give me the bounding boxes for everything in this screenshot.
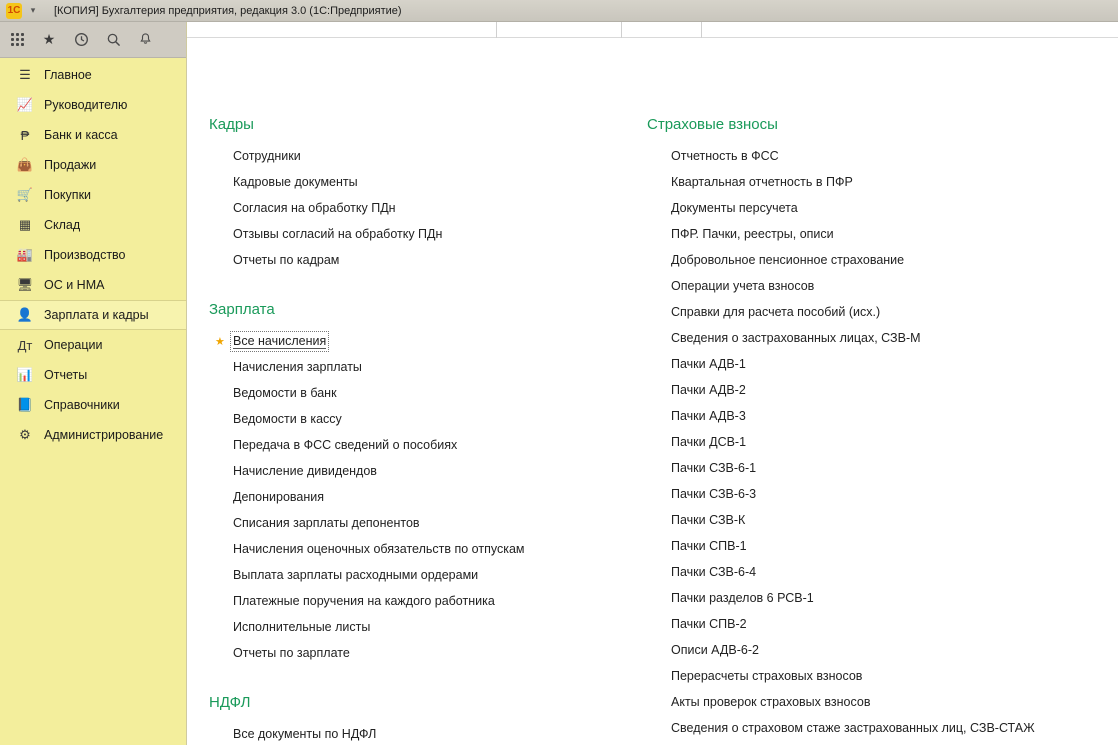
nav-link[interactable] <box>209 328 607 354</box>
left-column <box>187 116 627 745</box>
sidebar-item-4[interactable] <box>0 180 186 210</box>
section-title: Зарплата <box>209 301 275 318</box>
app-body <box>0 22 1118 745</box>
section-link-list <box>647 143 1067 741</box>
sidebar-item-5[interactable] <box>0 210 186 240</box>
nav-link-label: Отзывы согласий на обработку ПДн <box>233 226 443 241</box>
nav-link[interactable] <box>209 721 607 745</box>
sidebar-item-label: Администрирование <box>44 428 164 442</box>
sidebar-item-label: Справочники <box>44 398 120 412</box>
nav-link[interactable] <box>647 169 1067 195</box>
nav-link[interactable] <box>647 637 1067 663</box>
nav-link-label: Сведения о застрахованных лицах, СЗВ-М <box>671 330 921 345</box>
nav-link-label: Пачки АДВ-2 <box>671 382 746 397</box>
nav-link[interactable] <box>647 663 1067 689</box>
tab-slot-1[interactable] <box>187 22 497 38</box>
tab-slot-2[interactable] <box>497 22 622 38</box>
nav-link[interactable] <box>209 458 607 484</box>
assets-icon: 🖥 <box>16 277 34 292</box>
nav-link[interactable] <box>209 406 607 432</box>
sidebar-item-label: Главное <box>44 68 92 82</box>
sidebar-item-label: Склад <box>44 218 81 232</box>
nav-link[interactable] <box>209 484 607 510</box>
nav-link-label: Добровольное пенсионное страхование <box>671 252 905 267</box>
nav-link-label: Отчеты по зарплате <box>233 645 350 660</box>
gear-icon: ⚙ <box>19 427 31 442</box>
nav-dropdown-icon[interactable]: ▾ <box>30 5 36 15</box>
nav-link-label: Пачки ДСВ-1 <box>671 434 747 449</box>
bag-icon: 👜 <box>16 157 34 172</box>
nav-link-label: Начисление дивидендов <box>233 463 377 478</box>
section-link-list <box>209 721 607 745</box>
sidebar-item-label: Руководителю <box>44 98 128 112</box>
nav-link[interactable] <box>647 351 1067 377</box>
coin-icon: ₱ <box>20 127 30 143</box>
tab-slot-3[interactable] <box>622 22 702 38</box>
nav-link[interactable] <box>647 221 1067 247</box>
sidebar-item-label: ОС и НМА <box>44 278 105 292</box>
nav-link-label: Кадровые документы <box>233 174 358 189</box>
nav-link[interactable] <box>647 403 1067 429</box>
nav-link[interactable] <box>209 510 607 536</box>
apps-grid-icon[interactable] <box>6 29 28 51</box>
sidebar-item-3[interactable] <box>0 150 186 180</box>
nav-link[interactable] <box>647 273 1067 299</box>
sidebar-toolbar <box>0 22 186 58</box>
favorites-star-icon[interactable]: ★ <box>42 31 56 47</box>
favorite-star-icon[interactable]: ★ <box>215 335 225 348</box>
nav-link-label: Ведомости в банк <box>233 385 337 400</box>
sidebar-item-7[interactable] <box>0 270 186 300</box>
nav-link[interactable] <box>209 536 607 562</box>
nav-link[interactable] <box>209 380 607 406</box>
sidebar <box>0 22 187 745</box>
nav-link[interactable] <box>647 143 1067 169</box>
nav-link-label: Пачки СЗВ-6-4 <box>671 564 757 579</box>
sidebar-nav <box>0 58 186 450</box>
nav-link[interactable] <box>647 715 1067 741</box>
sections-columns <box>187 38 1118 745</box>
cart-icon: 🛒 <box>16 187 34 202</box>
nav-link[interactable] <box>209 221 607 247</box>
title-bar <box>0 0 1118 22</box>
sidebar-item-label: Банк и касса <box>44 128 118 142</box>
nav-link-label: Передача в ФСС сведений о пособиях <box>233 437 458 452</box>
nav-link[interactable] <box>647 455 1067 481</box>
nav-link-label: Пачки АДВ-1 <box>671 356 746 371</box>
nav-link[interactable] <box>647 247 1067 273</box>
nav-link[interactable] <box>647 533 1067 559</box>
1c-logo-icon: 1С <box>6 3 22 19</box>
nav-link[interactable] <box>647 195 1067 221</box>
nav-link-label: Ведомости в кассу <box>233 411 342 426</box>
nav-link[interactable] <box>209 562 607 588</box>
nav-link-label: Сотрудники <box>233 148 301 163</box>
nav-link-label: Выплата зарплаты расходными ордерами <box>233 567 479 582</box>
nav-link[interactable] <box>209 614 607 640</box>
nav-link[interactable] <box>209 354 607 380</box>
section-link-list <box>209 328 607 666</box>
section-title: НДФЛ <box>209 694 251 711</box>
nav-link[interactable] <box>209 247 607 273</box>
nav-link-label: Сведения о страховом стаже застрахованных лиц, СЗВ-СТАЖ <box>671 720 1035 735</box>
history-clock-icon[interactable] <box>70 29 92 51</box>
content-area <box>187 22 1118 745</box>
section-title: Страховые взносы <box>647 116 778 133</box>
warehouse-icon: ▦ <box>18 217 32 232</box>
nav-link[interactable] <box>647 325 1067 351</box>
nav-link[interactable] <box>209 640 607 666</box>
nav-link-label: Пачки разделов 6 РСВ-1 <box>671 590 814 605</box>
chart-line-icon: 📈 <box>16 97 34 112</box>
sidebar-item-label: Операции <box>44 338 103 352</box>
nav-link[interactable] <box>209 432 607 458</box>
factory-icon: 🏭 <box>16 247 34 262</box>
sidebar-item-9[interactable] <box>0 330 186 360</box>
nav-link[interactable] <box>209 195 607 221</box>
nav-link[interactable] <box>647 429 1067 455</box>
sidebar-item-2[interactable] <box>0 120 186 150</box>
sidebar-item-0[interactable] <box>0 60 186 90</box>
nav-link[interactable] <box>209 169 607 195</box>
nav-link-label: Депонирования <box>233 489 325 504</box>
nav-link-label: Документы персучета <box>671 200 798 215</box>
sidebar-item-8[interactable] <box>0 300 186 330</box>
nav-link[interactable] <box>647 585 1067 611</box>
nav-link-label: Отчеты по кадрам <box>233 252 340 267</box>
section-link-list <box>209 143 607 273</box>
person-icon: 👤 <box>16 307 34 322</box>
nav-link-label: Акты проверок страховых взносов <box>671 694 871 709</box>
nav-link-label: Платежные поручения на каждого работника <box>233 593 495 608</box>
nav-link-label: Пачки СЗВ-6-3 <box>671 486 757 501</box>
sidebar-item-11[interactable] <box>0 390 186 420</box>
sidebar-item-label: Зарплата и кадры <box>44 308 149 322</box>
operations-icon: Дт <box>17 337 33 353</box>
menu-lines-icon: ☰ <box>19 67 31 82</box>
nav-link-label: Отчетность в ФСС <box>671 148 779 163</box>
nav-link[interactable] <box>647 481 1067 507</box>
nav-link-label: Списания зарплаты депонентов <box>233 515 420 530</box>
nav-link-label: Квартальная отчетность в ПФР <box>671 174 853 189</box>
nav-link-label: Пачки СЗВ-К <box>671 512 746 527</box>
nav-link[interactable] <box>647 559 1067 585</box>
nav-link-label: Пачки СПВ-2 <box>671 616 747 631</box>
nav-link[interactable] <box>647 611 1067 637</box>
book-icon: 📘 <box>16 397 34 412</box>
nav-link-label: ПФР. Пачки, реестры, описи <box>671 226 834 241</box>
nav-link[interactable] <box>647 299 1067 325</box>
section-title: Кадры <box>209 116 254 133</box>
sidebar-item-label: Покупки <box>44 188 92 202</box>
nav-link-label: Согласия на обработку ПДн <box>233 200 396 215</box>
nav-link[interactable] <box>209 143 607 169</box>
sidebar-item-12[interactable] <box>0 420 186 450</box>
nav-link-label: Все документы по НДФЛ <box>233 726 377 741</box>
nav-link-label: Справки для расчета пособий (исх.) <box>671 304 881 319</box>
nav-link-label: Исполнительные листы <box>233 619 371 634</box>
nav-link[interactable] <box>647 507 1067 533</box>
sidebar-item-6[interactable] <box>0 240 186 270</box>
nav-link-label: Операции учета взносов <box>671 278 815 293</box>
nav-link-label: Все начисления <box>233 333 327 348</box>
sidebar-item-label: Отчеты <box>44 368 88 382</box>
sidebar-item-label: Продажи <box>44 158 97 172</box>
search-icon[interactable] <box>102 29 124 51</box>
bar-chart-icon: 📊 <box>16 367 34 382</box>
notifications-bell-icon[interactable] <box>134 29 156 51</box>
nav-link-label: Пачки СЗВ-6-1 <box>671 460 757 475</box>
nav-link-label: Пачки СПВ-1 <box>671 538 747 553</box>
sidebar-item-label: Производство <box>44 248 126 262</box>
right-column <box>627 116 1087 745</box>
nav-link[interactable] <box>647 377 1067 403</box>
window-title: [КОПИЯ] Бухгалтерия предприятия, редакция 3.0 (1С:Предприятие) <box>54 4 402 17</box>
nav-link-label: Начисления зарплаты <box>233 359 362 374</box>
content-tab-strip <box>187 22 1118 38</box>
nav-link[interactable] <box>647 689 1067 715</box>
sidebar-item-10[interactable] <box>0 360 186 390</box>
nav-link-label: Начисления оценочных обязательств по отпускам <box>233 541 525 556</box>
nav-link-label: Перерасчеты страховых взносов <box>671 668 863 683</box>
sidebar-item-1[interactable] <box>0 90 186 120</box>
nav-link-label: Описи АДВ-6-2 <box>671 642 759 657</box>
nav-link[interactable] <box>209 588 607 614</box>
nav-link-label: Пачки АДВ-3 <box>671 408 746 423</box>
